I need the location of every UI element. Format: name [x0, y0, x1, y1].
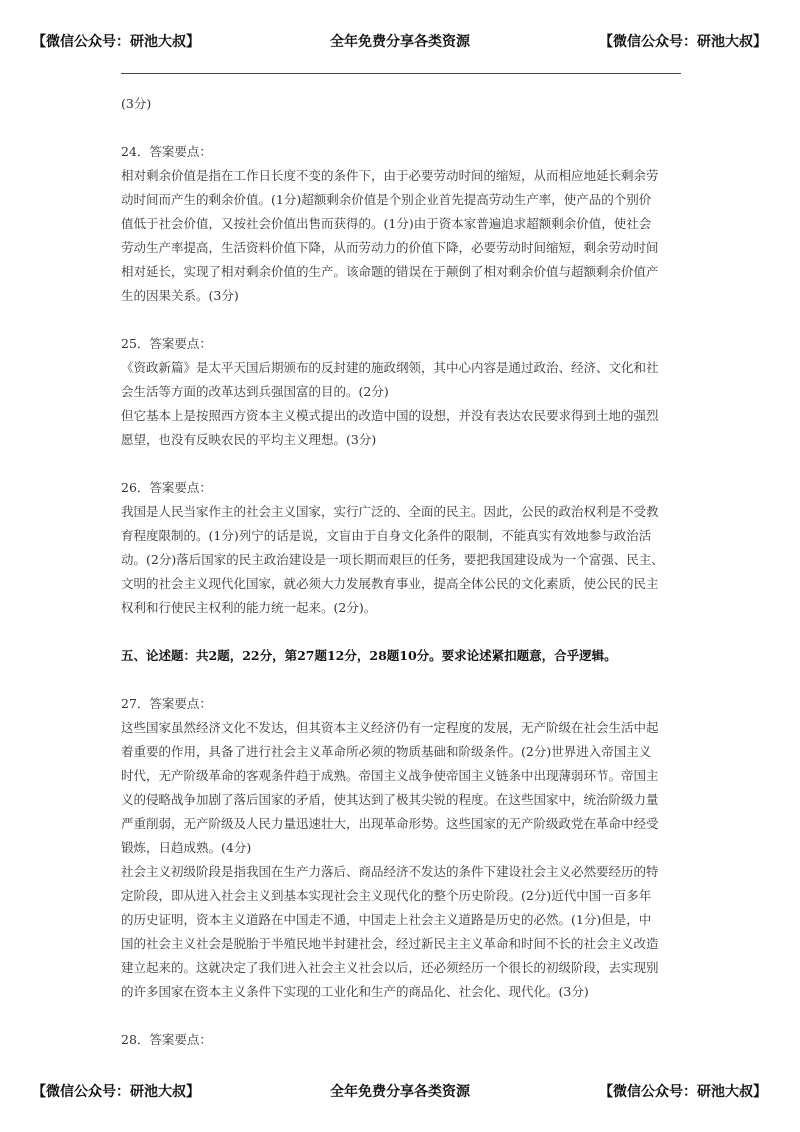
- paragraph-line: 值低于社会价值，又按社会价值出售而获得的。(1分)由于资本家普遍追求超额剩余价值，使社会: [121, 216, 652, 231]
- header-center-text: 全年免费分享各类资源: [330, 34, 470, 50]
- answer-27-title: 27．答案要点：: [121, 696, 212, 711]
- paragraph-line: 愿望，也没有反映农民的平均主义理想。(3分): [121, 432, 377, 447]
- paragraph-line: 的许多国家在资本主义条件下实现的工业化和生产的商品化、社会化、现代化。(3分): [121, 984, 589, 999]
- footer-right-text: 【微信公众号：研池大叔】: [599, 1084, 767, 1100]
- paragraph-line: 动时间而产生的剩余价值。(1分)超额剩余价值是个别企业首先提高劳动生产率，使产品的个别价: [121, 192, 652, 207]
- paragraph-line: 劳动生产率提高，生活资料价值下降，从而劳动力的价值下降，必要劳动时间缩短，剩余劳动时间: [121, 240, 659, 255]
- paragraph-line: 《资政新篇》是太平天国后期颁布的反封建的施政纲领，其中心内容是通过政治、经济、文化和社: [121, 360, 659, 375]
- paragraph-line: 生的因果关系。(3分): [121, 288, 239, 303]
- paragraph-line: (3分): [121, 96, 152, 111]
- paragraph-line: 国的社会主义社会是脱胎于半殖民地半封建社会，经过新民主主义革命和时间不长的社会主义改造: [121, 936, 659, 951]
- paragraph-line: 动。(2分)落后国家的民主政治建设是一项长期而艰巨的任务，要把我国建设成为一个富强、民主、: [121, 552, 664, 567]
- footer-left-text: 【微信公众号：研池大叔】: [32, 1084, 200, 1100]
- paragraph-line: 社会主义初级阶段是指我国在生产力落后、商品经济不发达的条件下建设社会主义必然要经历的特: [121, 864, 659, 879]
- paragraph-line: 严重削弱，无产阶级及人民力量迅速壮大，出现革命形势。这些国家的无产阶级政党在革命中经受: [121, 816, 659, 831]
- paragraph-line: 育程度限制的。(1分)列宁的话是说，文盲由于自身文化条件的限制，不能真实有效地参与政治活: [121, 528, 652, 543]
- paragraph-line: 的历史证明，资本主义道路在中国走不通，中国走上社会主义道路是历史的必然。(1分)但是，中: [121, 912, 652, 927]
- answer-28-title: 28．答案要点：: [121, 1032, 212, 1047]
- answer-24-title: 24．答案要点：: [121, 144, 212, 159]
- paragraph-line: 文明的社会主义现代化国家，就必须大力发展教育事业，提高全体公民的文化素质，使公民的民主: [121, 576, 659, 591]
- paragraph-line: 相对剩余价值是指在工作日长度不变的条件下，由于必要劳动时间的缩短，从而相应地延长剩余劳: [121, 168, 659, 183]
- paragraph-line: 相对延长，实现了相对剩余价值的生产。该命题的错误在于颠倒了相对剩余价值与超额剩余价值产: [121, 264, 659, 279]
- footer-center-text: 全年免费分享各类资源: [330, 1084, 470, 1100]
- paragraph-line: 时代，无产阶级革命的客观条件趋于成熟。帝国主义战争使帝国主义链条中出现薄弱环节。帝国主: [121, 768, 659, 783]
- paragraph-line: 义的侵略战争加剧了落后国家的矛盾，使其达到了极其尖锐的程度。在这些国家中，统治阶级力量: [121, 792, 659, 807]
- page-footer: [0, 1081, 800, 1105]
- header-divider: [121, 73, 681, 74]
- paragraph-line: 定阶段，即从进入社会主义到基本实现社会主义现代化的整个历史阶段。(2分)近代中国一百多年: [121, 888, 652, 903]
- header-left-text: 【微信公众号：研池大叔】: [32, 34, 200, 50]
- page-header: [0, 31, 800, 55]
- paragraph-line: 着重要的作用，具备了进行社会主义革命所必须的物质基础和阶级条件。(2分)世界进入帝国主义: [121, 744, 652, 759]
- paragraph-line: 我国是人民当家作主的社会主义国家，实行广泛的、全面的民主。因此，公民的政治权利是不受教: [121, 504, 659, 519]
- paragraph-line: 这些国家虽然经济文化不发达，但其资本主义经济仍有一定程度的发展，无产阶级在社会生活中起: [121, 720, 659, 735]
- paragraph-line: 建立起来的。这就决定了我们进入社会主义社会以后，还必须经历一个很长的初级阶段，去实现别: [121, 960, 659, 975]
- answer-26-title: 26．答案要点：: [121, 480, 212, 495]
- header-right-text: 【微信公众号：研池大叔】: [599, 34, 767, 50]
- paragraph-line: 锻炼，日趋成熟。(4分): [121, 840, 252, 855]
- paragraph-line: 会生活等方面的改革达到兵强国富的目的。(2分): [121, 384, 389, 399]
- paragraph-line: 但它基本上是按照西方资本主义模式提出的改造中国的设想，并没有表达农民要求得到土地的强烈: [121, 408, 659, 423]
- section-heading: 五、论述题：共2题，22分，第27题12分，28题10分。要求论述紧扣题意，合乎逻辑。: [121, 648, 617, 663]
- document-body: [121, 92, 683, 1052]
- answer-25-title: 25．答案要点：: [121, 336, 212, 351]
- paragraph-line: 权利和行使民主权利的能力统一起来。(2分)。: [121, 600, 377, 615]
